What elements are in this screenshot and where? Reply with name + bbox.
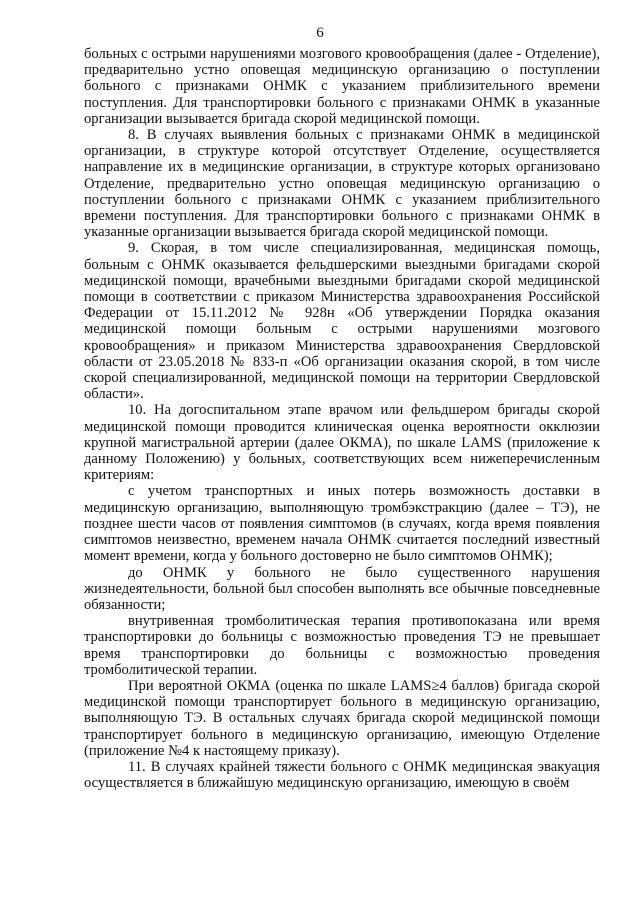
paragraph-item-8: 8. В случаях выявления больных с признаками ОНМК в медицинской организации, в структуре которой отсутствует Отделение, осуществляется направление их в медицинские организации, в структуре которых организовано Отделение, предварительно устно оповещая медицинскую организацию о поступлении больного с признаками ОНМК с указанием приблизительного времени поступления. Для транспортировки больного с признаками ОНМК в указанные организации вызывается бригада скорой медицинской помощи. bbox=[84, 127, 600, 241]
paragraph-item-11: 11. В случаях крайней тяжести больного с ОНМК медицинская эвакуация осуществляется в ближайшую медицинскую организацию, имеющую в своём bbox=[84, 758, 600, 792]
criterion-prior-disability: до ОНМК у больного не было существенного нарушения жизнедеятельности, больной был способен выполнять все обычные повседневные обязанности; bbox=[84, 564, 600, 613]
criterion-transport-time: с учетом транспортных и иных потерь возможность доставки в медицинскую организацию, выполняющую тромбэкстракцию (далее – ТЭ), не позднее шести часов от появления симптомов (в случаях, когда время появления симптомов неизвестно, временем начала ОНМК считается последний известный момент времени, когда у больного достоверно не было симптомов ОНМК); bbox=[84, 483, 600, 565]
criterion-thrombolysis: внутривенная тромболитическая терапия противопоказана или время транспортировки до больницы с возможностью проведения ТЭ не превышает время транспортировки до больницы с возможностью проведения тромболитической терапии. bbox=[84, 613, 600, 678]
paragraph-item-9: 9. Скорая, в том числе специализированная, медицинская помощь, больным с ОНМК оказывается фельдшерскими выездными бригадами скорой медицинской помощи, врачебными выездными бригадами скорой медицинской помощи в соответствии с приказом Министерства здравоохранения Российской Федерации от 15.11.2012 № 928н «Об утверждении Порядка оказания медицинской помощи больным с острыми нарушениями мозгового кровообращения» и приказом Министерства здравоохранения Свердловской области от 23.05.2018 № 833-п «Об организации оказания скорой, в том числе скорой специализированной, медицинской помощи на территории Свердловской области». bbox=[84, 240, 600, 403]
paragraph-item-10: 10. На догоспитальном этапе врачом или фельдшером бригады скорой медицинской помощи проводится клиническая оценка вероятности окклюзии крупной магистральной артерии (далее ОКМА), по шкале LAMS (приложение к данному Положению) у больных, соответствующих всем нижеперечисленным критериям: bbox=[84, 402, 600, 484]
paragraph-continuation: больных с острыми нарушениями мозгового кровообращения (далее - Отделение), предварительно устно оповещая медицинскую организацию о поступлении больного с признаками ОНМК с указанием приблизительного времени поступления. Для транспортировки больного с признаками ОНМК в указанные организации вызывается бригада скорой медицинской помощи. bbox=[84, 46, 600, 127]
page-number: 6 bbox=[316, 25, 324, 41]
paragraph-lams-routing: При вероятной ОКМА (оценка по шкале LAMS≥4 баллов) бригада скорой медицинской помощи транспортирует больного в медицинскую организацию, выполняющую ТЭ. В остальных случаях бригада скорой медицинской помощи транспортирует больного в медицинскую организацию, имеющую Отделение (приложение №4 к настоящему приказу). bbox=[84, 677, 600, 759]
document-body bbox=[84, 46, 600, 791]
